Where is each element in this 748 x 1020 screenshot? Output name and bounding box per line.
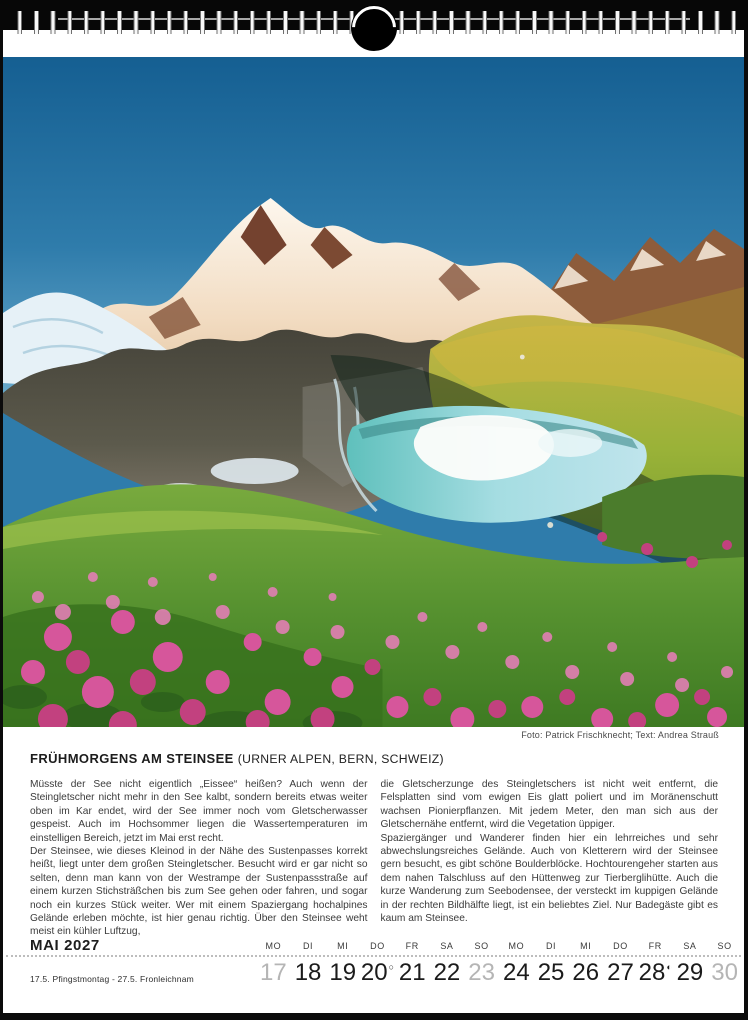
weekday-header: DI xyxy=(545,941,557,951)
calendar-day: 24 xyxy=(503,959,530,986)
calendar-day: 26 xyxy=(572,959,600,986)
paragraph: die Gletscherzunge des Steingletschers ist nicht weit entfernt, die Felsplatten sind vom ewigen Eis glatt poliert und im Moränenschutt wachsen Pionierpflanzen. Mit jedem Meter, den man sich aus der Gletschernähe entfernt, wird die Vegetation üppiger. xyxy=(380,779,718,831)
calendar-bar xyxy=(0,936,748,998)
article-title xyxy=(30,751,718,766)
weekday-header: SA xyxy=(683,941,697,951)
weekday-header: SO xyxy=(717,941,732,951)
weekday-header: FR xyxy=(405,941,419,951)
calendar-day: 23 xyxy=(468,959,495,986)
weekday-header: SA xyxy=(440,941,454,951)
paragraph: Der Steinsee, wie dieses Kleinod in der Nähe des Sustenpasses korrekt heißt, liegt unter dem großen Steingletscher. Besucht wird er gar nicht so selten, denn man kann von der Westrampe der Sustenpassstraße auf einem kurzen Stichsträßchen bis zum See gehen oder fahren, und sogar noch ein kurzes Stück weiter. Wer mit einem Spaziergang hochalpines Gelände erleben möchte, ist hier genau richtig. Über den Steinsee weht meist ein kühler Luftzug, xyxy=(30,846,368,938)
article xyxy=(30,751,718,939)
weekday-header: MO xyxy=(508,941,525,951)
article-column-right xyxy=(381,778,719,939)
photo-steinsee xyxy=(3,57,744,727)
day-grid xyxy=(256,941,742,987)
calendar-day: 21 xyxy=(398,959,426,986)
calendar-day: 22 xyxy=(433,959,461,986)
hanger-ring-icon xyxy=(351,5,397,51)
weekday-header: DI xyxy=(302,941,314,951)
calendar-day: 30 xyxy=(711,959,738,986)
calendar-day: 27 xyxy=(607,959,634,986)
paragraph: Spaziergänger und Wanderer finden hier ein lehrreiches und sehr abwechslungsreiches Gelände. Auch von Kletterern wird der Steinsee gern besucht, es gibt schöne Boulderblöcke. Hochtourengeher starten aus dem nahen Talschluss auf den Hüttenweg zur Tierberglihütte. Auch die kurze Wanderung zum Seebodensee, der versteckt im kuppigen Gelände in der rechten Bildhälfte liegt, ist ein beliebtes Ziel. Nur Badegäste gibt es kaum am Steinsee. xyxy=(380,832,718,925)
weekday-header: MI xyxy=(337,941,349,951)
article-title-subtitle: (URNER ALPEN, BERN, SCHWEIZ) xyxy=(237,752,444,766)
month-label: MAI 2027 xyxy=(30,937,100,954)
calendar-day: 20○ xyxy=(360,959,395,986)
weekday-header: FR xyxy=(648,941,662,951)
calendar-day: 25 xyxy=(537,959,565,986)
paragraph: Müsste der See nicht eigentlich „Eissee“ heißen? Auch wenn der Steingletscher nicht mehr in den See kalbt, sondern bereits etwas weiter oben im Kar endet, wird der See immer noch vom Gletscherwasser gespeist. Auch im Hochsommer liegen die Wassertemperaturen im einstelligen Bereich, jetzt im Mai erst recht. xyxy=(30,779,368,844)
calendar-day: 17 xyxy=(260,959,287,986)
date-row xyxy=(256,959,742,987)
weekday-header: DO xyxy=(613,941,628,951)
weekday-header: MO xyxy=(265,941,282,951)
article-title-main: FRÜHMORGENS AM STEINSEE xyxy=(30,751,234,766)
photo-credit: Foto: Patrick Frischknecht; Text: Andrea Strauß xyxy=(521,730,719,740)
calendar-day: 18 xyxy=(294,959,322,986)
calendar-day: 19 xyxy=(329,959,357,986)
moon-phase-icon: ◐ xyxy=(666,962,672,972)
weekday-header: MI xyxy=(580,941,592,951)
photo-illustration xyxy=(3,57,744,727)
moon-phase-icon: ○ xyxy=(388,962,395,972)
weekday-header-row xyxy=(256,941,742,951)
article-column-left xyxy=(30,778,368,939)
holiday-note: 17.5. Pfingstmontag - 27.5. Fronleichnam xyxy=(30,974,194,984)
weekday-header: SO xyxy=(474,941,489,951)
weekday-header: DO xyxy=(370,941,385,951)
calendar-day: 28◐ xyxy=(638,959,672,986)
calendar-day: 29 xyxy=(676,959,704,986)
